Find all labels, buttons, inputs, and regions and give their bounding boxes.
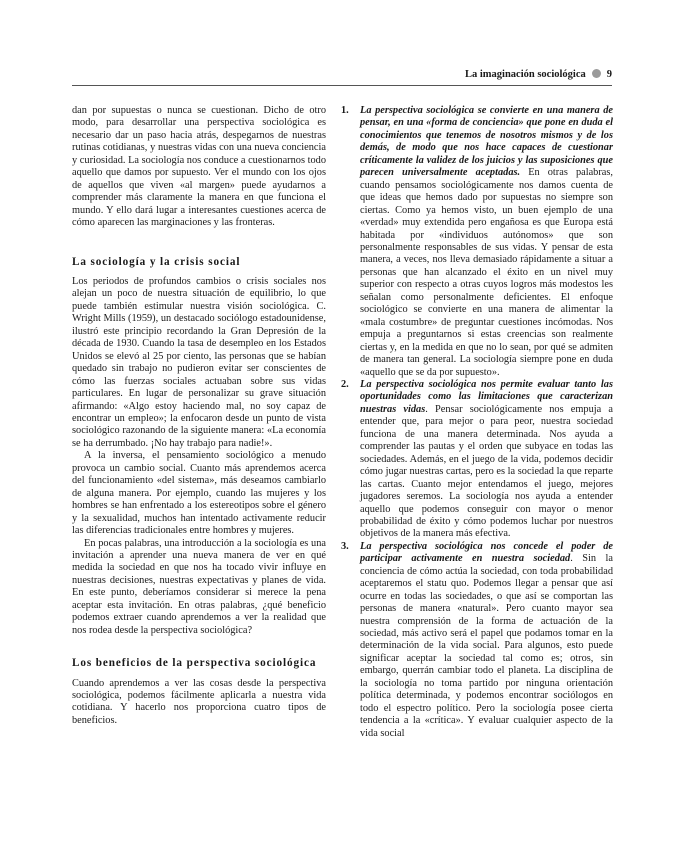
running-header-title: La imaginación sociológica <box>465 69 586 80</box>
section-heading-benefits: Los beneficios de la perspectiva sociológica <box>72 657 317 670</box>
right-column <box>341 105 613 740</box>
left-column <box>72 105 326 727</box>
paragraph-crisis-1: Los periodos de profundos cambios o crisis sociales nos alejan un poco de nuestra situación de equilibrio, lo que puede también estimular nuestra visión sociológica. C. Wright Mills (1959), un destacado sociólogo estadounidense, ilustró este principio recordando la Gran Depresión de la década de 1930. Cuando la tasa de desempleo en los Estados Unidos se elevó al 25 por ciento, las personas que se habían quedado sin trabajo no pudieron evitar ser conscientes de cómo las fuerzas sociales actuaban sobre sus vidas particulares. En lugar de personalizar su grave situación afirmando: «Algo estoy haciendo mal, no soy capaz de encontrar un empleo»; la enfocaron desde un punto de vista sociológico razonando de la siguiente manera: «La economía se ha derrumbado. ¡No hay trabajo para nadie!». <box>72 275 326 449</box>
paragraph-intro: dan por supuestas o nunca se cuestionan. Dicho de otro modo, para desarrollar una perspectiva sociológica es necesario dar un paso hacia atrás, despegarnos de nuestras rutinas cotidianas, y nuestras vidas con una nueva conciencia y curiosidad. La sociología nos conduce a cuestionarnos todo aquello que damos por supuesto. Ver el mundo con los ojos de aquellos que viven «al margen» puede ayudarnos a comprender más claramente la manera en que funciona el mundo. Y ello dará lugar a interesantes cuestiones acerca de cómo aparecen las marginaciones y las fronteras. <box>72 105 326 229</box>
benefit-text: En otras palabras, cuando pensamos sociológicamente nos damos cuenta de que ideas que hemos dado por supuestas no siempre son ciertas. Como ya hemos visto, un buen ejemplo de una «verdad» muy extendida pero engañosa es que Europa está habitada por «individuos autónomos» que son personalmente responsables de sus vidas. Y pensar de esta manera, a veces, nos lleva demasiado rápidamente a situar a personas que han alcanzado el éxito en un nivel muy superior con respecto a otras cuyos logros más modestos les señalan como personalmente deficientes. El enfoque sociológico se convierte en una manera de alimentar la «mala costumbre» de preguntar cuestiones incómodas. Nos empuja a preguntarnos si estas creencias son realmente ciertas y, en la medida en que no lo sean, por qué se admiten de manera tan general. La sociología siempre pone en duda «aquello que se da por supuesto». <box>360 167 614 378</box>
paragraph-crisis-2: A la inversa, el pensamiento sociológico a menudo provoca un cambio social. Cuanto más aprendemos acerca del funcionamiento «del sistema», más deseamos cambiarlo de alguna manera. Por ejemplo, cuando las mujeres y los hombres se han enfrentado a los estereotipos sobre el género y la sexualidad, muchos han intentado activamente reducir las diferencias tradicionales entre hombres y mujeres. <box>72 450 326 537</box>
benefit-number: 1. <box>341 105 349 116</box>
benefit-lead: La perspectiva sociológica se convierte en una manera de pensar, en una «forma de conciencia» que pone en duda el conocimientos que tenemos de nosotros mismos y de los demás, de modo que nos hace capaces de cuestionar críticamente la validez de los juicios y las suposiciones que parecen universalmente aceptadas. <box>360 105 613 179</box>
bullet-icon <box>592 69 601 78</box>
benefit-text: . Pensar sociológicamente nos empuja a entender que, para mejor o para peor, nuestra sociedad funciona de una manera determinada. Nos ayuda a comprender las pautas y el orden que subyace en todas las sociedades. Además, en el juego de la vida, podemos decidir cómo jugar nuestras cartas, pero es la sociedad la que reparte las cartas. Cuanto mejor entendamos el juego, mejores jugadores seremos. La sociología nos ayuda a entender aquello que podemos conseguir con mayor o menor probabilidad de éxito y cómo podemos luchar por nuestros objetivos de la manera más efectiva. <box>360 403 613 540</box>
page-number: 9 <box>606 69 612 80</box>
benefit-text: . Sin la conciencia de cómo actúa la sociedad, con toda probabilidad aceptaremos el statu quo. Podemos llegar a pensar que así ocurre en todas las sociedades, o que así se comportan las personas de manera «natural». Pero cuanto mayor sea nuestra comprensión de la forma de actuación de la sociedad, más activo será el papel que podamos tomar en la determinación de la vida social. Para algunos, esto puede significar aceptar la sociedad tal como es; otros, sin embargo, querrán cambiar todo el planeta. La disciplina de la sociología no toma partido por ninguna orientación política determinada, y podemos encontrar sociólogos en todo el espectro político. Pero la sociología posee cierta tendencia a la «crítica». Y evaluar cualquier aspecto de la vida social <box>360 553 613 739</box>
benefit-lead: La perspectiva sociológica nos permite evaluar tanto las oportunidades como las limitaciones que caracterizan nuestras vidas <box>360 378 613 415</box>
header-rule <box>72 85 612 86</box>
benefit-item-2 <box>341 379 613 541</box>
section-heading-crisis: La sociología y la crisis social <box>72 255 241 268</box>
benefit-number: 3. <box>341 540 349 552</box>
benefit-item-3 <box>341 541 613 740</box>
benefit-number: 2. <box>341 378 349 390</box>
paragraph-benefits: Cuando aprendemos a ver las cosas desde la perspectiva sociológica, podemos fácilmente aplicarla a nuestra vida cotidiana. Y hacerlo nos proporciona cuatro tipos de beneficios. <box>72 677 326 726</box>
benefit-lead: La perspectiva sociológica nos concede el poder de participar activamente en nuestra sociedad <box>360 540 613 565</box>
benefit-item-1 <box>341 105 613 379</box>
running-header <box>72 69 612 85</box>
paragraph-crisis-3: En pocas palabras, una introducción a la sociología es una invitación a aprender una nueva manera de ver en qué medida la sociedad en que nos ha tocado vivir influye en nuestras decisiones, nuestras expectativas y planes de vida. En este punto, deberíamos considerar si merece la pena aceptar esta invitación. En otras palabras, ¿qué beneficio podemos extraer cuando aprendemos a ver la realidad que nos rodea desde la perspectiva sociológica? <box>72 537 326 636</box>
